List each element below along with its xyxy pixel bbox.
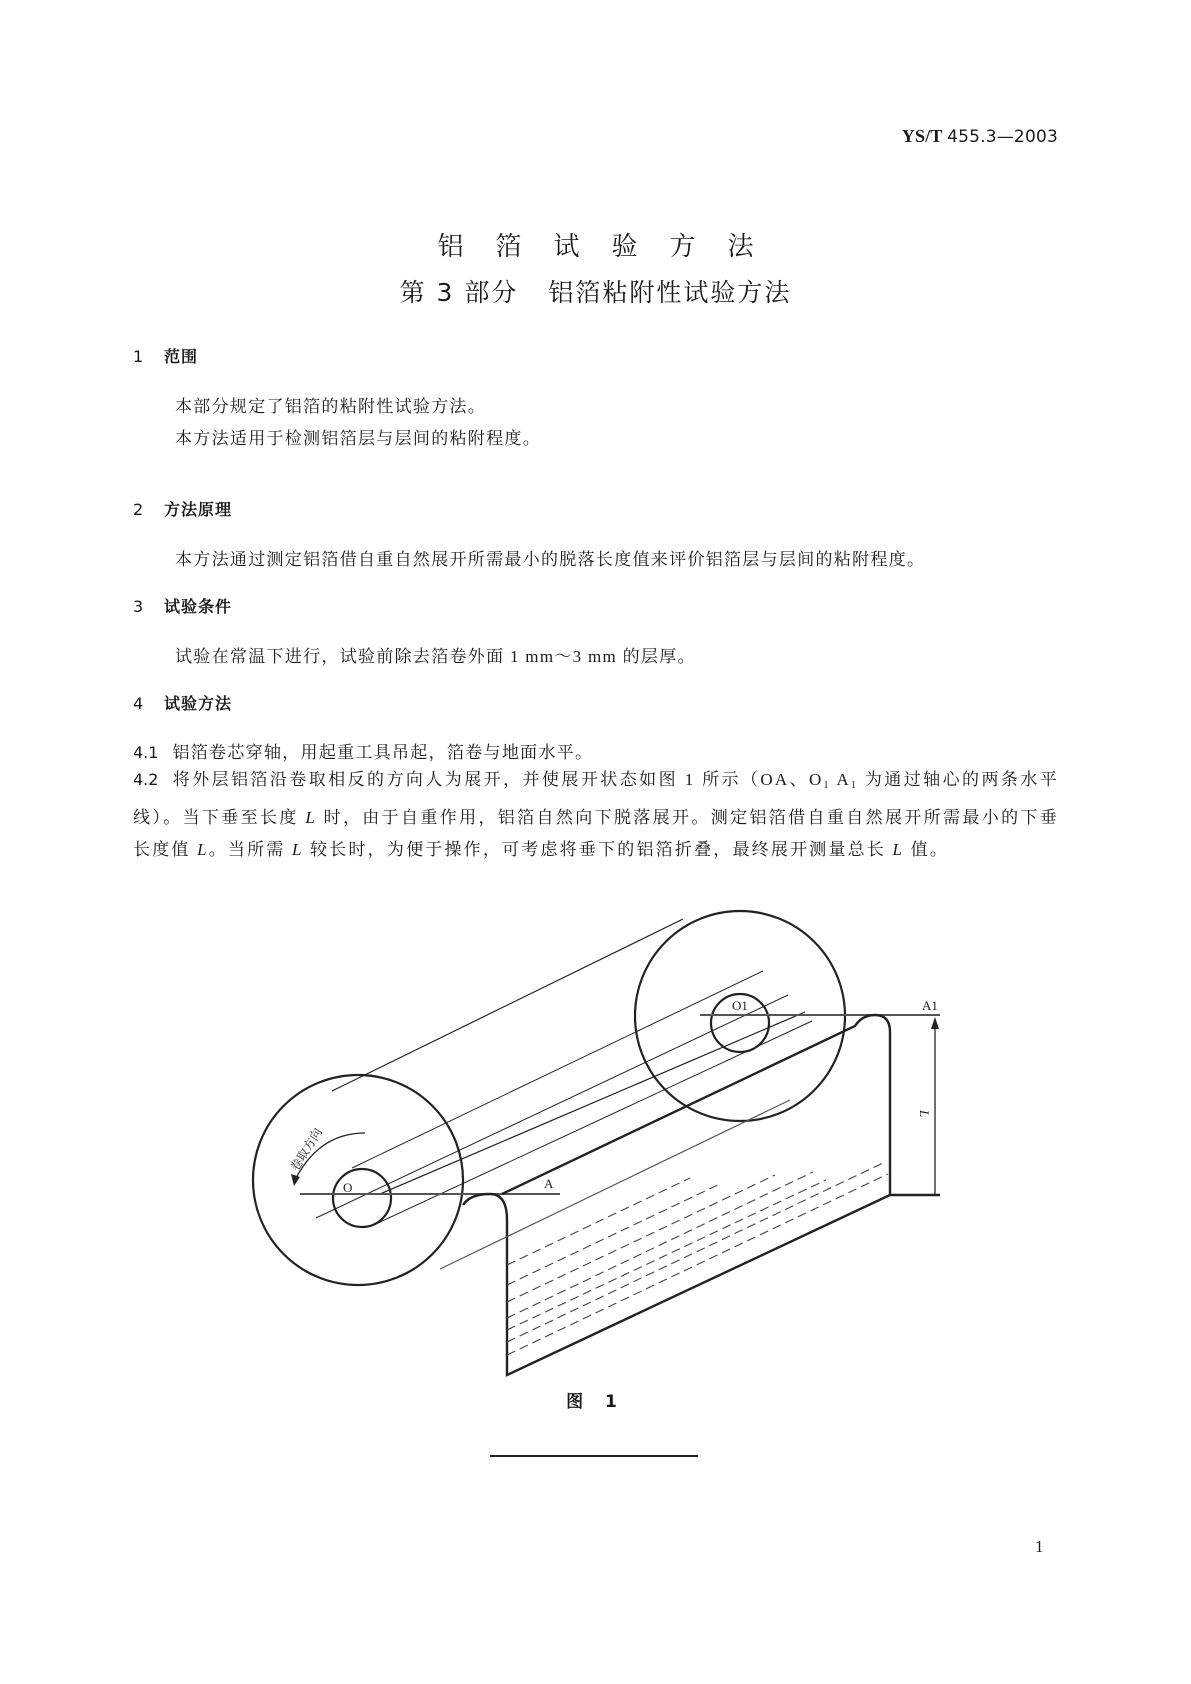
section-heading-2: 2 方法原理 [133, 500, 233, 519]
document-title: 铝箔试验方法 [437, 232, 786, 262]
cylinder-bottom-edge [380, 1012, 805, 1194]
left-core-circle [333, 1169, 391, 1227]
figure-caption: 图 1 [566, 1392, 625, 1412]
right-core-circle [711, 994, 769, 1052]
cylinder-top-edge [332, 919, 683, 1091]
standard-code: 455.3—2003 [947, 127, 1058, 147]
right-roll-outer-circle [635, 911, 845, 1121]
clause-4-2: 4.2 将外层铝箔沿卷取相反的方向人为展开，并使展开状态如图 1 所示（OA、$O_1$ $A_1$ 为通过轴心的两条水平线）。当下垂至长度 L 时，由于自重作用，铝箔自然向下脱落展开。测定铝箔借自重自然展开所需最小的下垂长度值 L。当所需 L 较长时，为便于操作，可考虑将垂下的铝箔折叠，最终展开测量总长 L 值。 [133, 770, 1060, 859]
clause-number: 4.1 [133, 743, 159, 762]
part-label: 第 3 部分 [399, 278, 519, 307]
dimension-arrow-icon [931, 1017, 939, 1029]
foil-sheet-outline [463, 1015, 890, 1375]
core-axis-line-3 [378, 1021, 812, 1223]
section-1-paragraph-1: 本部分规定了铝箔的粘附性试验方法。 [175, 397, 487, 416]
left-roll-outer-circle [253, 1075, 463, 1285]
clause-text: 铝箔卷芯穿轴，用起重工具吊起，箔卷与地面水平。 [172, 743, 594, 762]
label-a: A [544, 1176, 554, 1191]
label-l: L [917, 1110, 932, 1118]
clause-number: 4.2 [133, 770, 159, 789]
folded-layer-dashes [507, 1162, 888, 1355]
clause-4-1 [133, 738, 593, 763]
label-a1: A1 [922, 998, 938, 1013]
sheet-rear-edge [440, 1100, 790, 1269]
label-o: O [343, 1180, 353, 1195]
part-title: 铝箔粘附性试验方法 [548, 278, 792, 307]
section-2-paragraph-1: 本方法通过测定铝箔借自重自然展开所需最小的脱落长度值来评价铝箔层与层间的粘附程度。 [175, 550, 926, 569]
winding-direction-arc [296, 1133, 365, 1178]
standard-number [902, 126, 1058, 147]
standard-prefix: YS/T [901, 126, 943, 146]
label-winding-direction: 卷取方向 [287, 1125, 325, 1174]
core-axis-line-1 [352, 971, 763, 1168]
section-heading-1: 1 范围 [133, 347, 199, 366]
page-number: 1 [1035, 1537, 1044, 1556]
core-axis-line-2 [316, 995, 788, 1218]
winding-arrow-icon [291, 1174, 300, 1186]
end-of-text-rule [490, 1455, 698, 1457]
section-heading-3: 3 试验条件 [133, 597, 233, 616]
document-subtitle [0, 273, 1191, 309]
section-3-paragraph-1: 试验在常温下进行，试验前除去箔卷外面 1 mm～3 mm 的层厚。 [175, 647, 696, 666]
label-o1: O1 [732, 998, 748, 1013]
section-1-paragraph-2: 本方法适用于检测铝箔层与层间的粘附程度。 [175, 429, 541, 448]
section-heading-4: 4 试验方法 [133, 694, 233, 713]
